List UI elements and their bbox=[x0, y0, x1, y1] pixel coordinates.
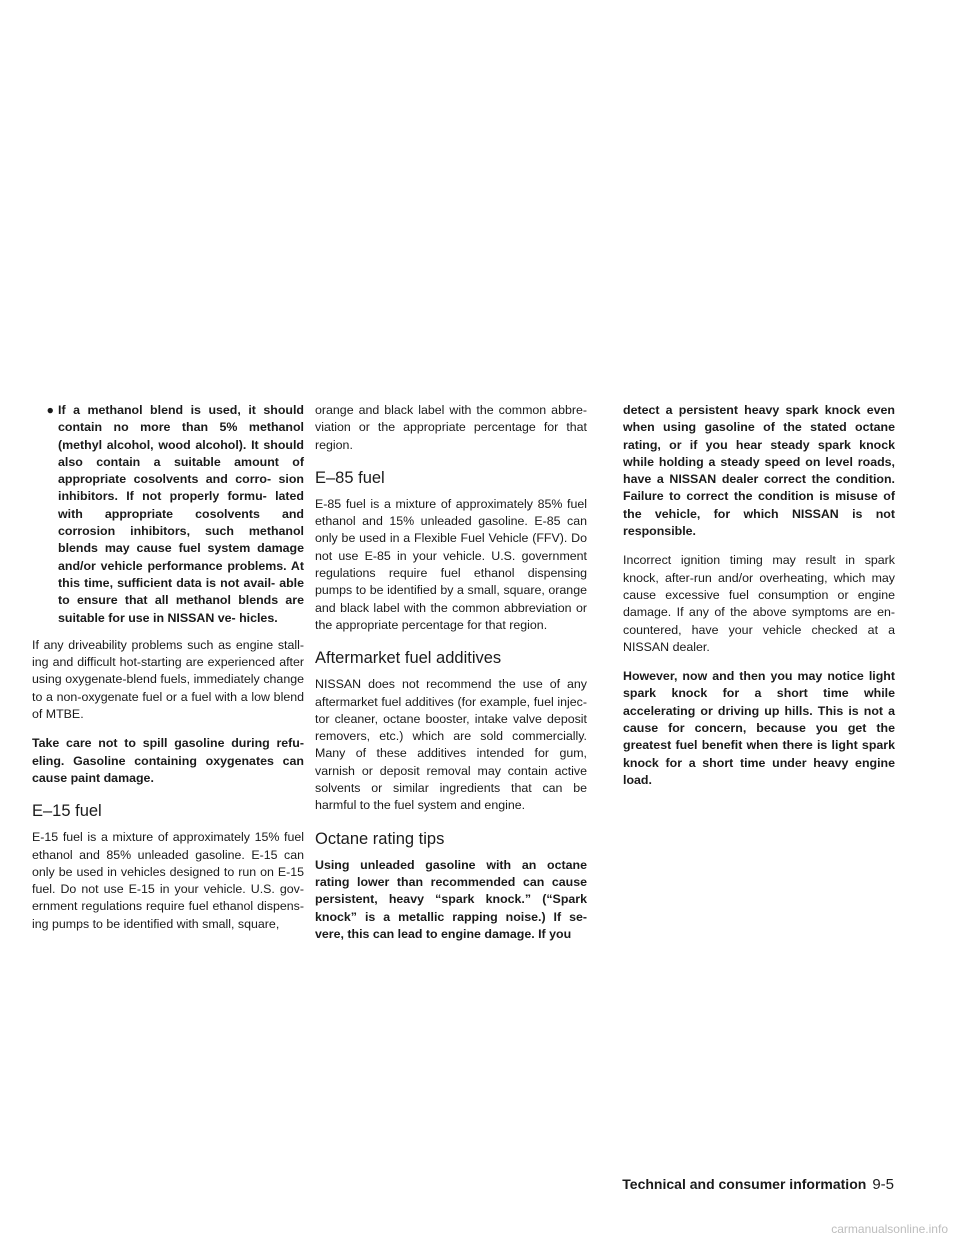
page-number: 9-5 bbox=[872, 1176, 894, 1193]
page-footer bbox=[622, 1176, 894, 1193]
e15-heading: E–15 fuel bbox=[32, 802, 102, 821]
bullet-icon: ● bbox=[46, 403, 54, 417]
column-right bbox=[623, 402, 895, 801]
driveability-paragraph: If any driveability problems such as engine stall- ing and difficult hot-starting are experienced after using oxygenate-blend fuels, immediately change to a non-oxygenate fuel or a fuel with a low blend of MTBE. bbox=[32, 637, 304, 722]
light-knock-paragraph: However, now and then you may notice light spark knock for a short time while accelerating or driving up hills. This is not a cause for concern, because you get the greatest fuel benefit when there is light spark knock for a short time under heavy engine load. bbox=[623, 669, 895, 787]
octane-paragraph: Using unleaded gasoline with an octane rating lower than recommended can cause persistent, heavy “spark knock.” (“Spark knock” is a metallic rapping noise.) If se- vere, this can lead to engine damage. If you bbox=[315, 857, 587, 941]
column-left bbox=[32, 402, 304, 945]
methanol-warning-text: If a methanol blend is used, it should contain no more than 5% methanol (methyl alcohol, wood alcohol). It should also contain a suitable amount of appropriate cosolvents and corro- sion inhibitors. If not properly formu- lated with appropriate cosolvents and corrosion inhibitors, such methanol blends may cause fuel system damage and/or vehicle performance problems. At this time, sufficient data is not avail- able to ensure that all methanol blends are suitable for use in NISSAN ve- hicles. bbox=[58, 403, 304, 625]
e85-heading: E–85 fuel bbox=[315, 468, 385, 487]
section-title: Technical and consumer information bbox=[622, 1176, 867, 1192]
aftermarket-paragraph: NISSAN does not recommend the use of any aftermarket fuel additives (for example, fuel injec- tor cleaner, octane booster, intake valve deposit removers, etc.) which are sold commercially. Many of these additives intended for gum, varnish or deposit removal may contain active solvents or similar ingredients that can be harmful to the fuel system and engine. bbox=[315, 677, 587, 813]
column-middle bbox=[315, 402, 587, 955]
watermark: carmanualsonline.info bbox=[831, 1222, 948, 1236]
e85-paragraph: E-85 fuel is a mixture of approximately 85% fuel ethanol and 15% unleaded gasoline. E-85 can only be used in a Flexible Fuel Vehicle (FFV). Do not use E-85 in your vehicle. U.S. government regulations require fuel ethanol dispensing pumps to be identified by a small, square, orange and black label with the common abbreviation or the appropriate percentage for that region. bbox=[315, 496, 587, 632]
spill-warning-paragraph: Take care not to spill gasoline during refu- eling. Gasoline containing oxygenates can cause paint damage. bbox=[32, 736, 304, 785]
octane-paragraph-continued: detect a persistent heavy spark knock even when using gasoline of the stated octane rating, or if you hear steady spark knock while holding a steady speed on level roads, have a NISSAN dealer correct the condition. Failure to correct the condition is misuse of the vehicle, for which NISSAN is not responsible. bbox=[623, 403, 895, 539]
aftermarket-heading: Aftermarket fuel additives bbox=[315, 649, 502, 668]
e15-paragraph-continued: orange and black label with the common abbre- viation or the appropriate percentage for that region. bbox=[315, 403, 587, 452]
ignition-timing-paragraph: Incorrect ignition timing may result in spark knock, after-run and/or overheating, which may cause excessive fuel consumption or engine damage. If any of the above symptoms are en- countered, have your vehicle checked at a NISSAN dealer. bbox=[623, 553, 895, 654]
e15-paragraph: E-15 fuel is a mixture of approximately 15% fuel ethanol and 85% unleaded gasoline. E-15 can only be used in vehicles designed to run on E-15 fuel. Do not use E-15 in your vehicle. U.S. gov- ernment regulations require fuel ethanol dispens- ing pumps to be identified with small, square, bbox=[32, 830, 304, 931]
methanol-warning-bullet bbox=[32, 402, 304, 627]
octane-heading: Octane rating tips bbox=[315, 829, 445, 848]
